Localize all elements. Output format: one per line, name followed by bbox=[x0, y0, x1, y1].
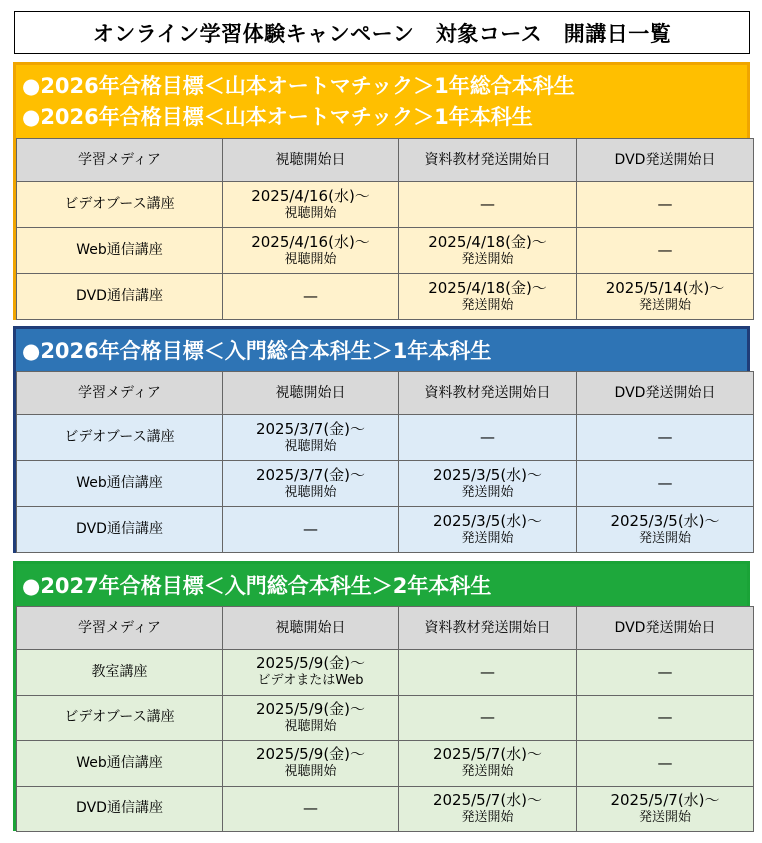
column-header-media: 学習メディア bbox=[17, 607, 223, 650]
dvd-cell: — bbox=[577, 695, 754, 741]
section-heading-line: ●2026年合格目標＜入門総合本科生＞1年本科生 bbox=[22, 339, 492, 363]
viewing-cell: 2025/5/9(金)～ ビデオまたはWeb bbox=[223, 650, 399, 696]
column-header-viewing: 視聴開始日 bbox=[223, 607, 399, 650]
viewing-cell: 2025/3/7(金)～ 視聴開始 bbox=[223, 461, 399, 507]
column-header-materials: 資料教材発送開始日 bbox=[399, 607, 577, 650]
column-header-media: 学習メディア bbox=[17, 372, 223, 415]
section-heading-line: ●2026年合格目標＜山本オートマチック＞1年本科生 bbox=[22, 104, 533, 129]
viewing-cell: — bbox=[223, 507, 399, 553]
column-header-media: 学習メディア bbox=[17, 139, 223, 182]
dvd-cell: 2025/5/7(水)～ 発送開始 bbox=[577, 786, 754, 832]
media-cell: DVD通信講座 bbox=[17, 786, 223, 832]
materials-cell: — bbox=[399, 182, 577, 228]
column-header-materials: 資料教材発送開始日 bbox=[399, 139, 577, 182]
schedule-table bbox=[16, 606, 754, 832]
viewing-cell: 2025/3/7(金)～ 視聴開始 bbox=[223, 415, 399, 461]
materials-cell: 2025/4/18(金)～ 発送開始 bbox=[399, 228, 577, 274]
column-header-viewing: 視聴開始日 bbox=[223, 372, 399, 415]
section-2026-yamamoto bbox=[13, 62, 750, 320]
dvd-cell: — bbox=[577, 182, 754, 228]
media-cell: ビデオブース講座 bbox=[17, 182, 223, 228]
page-title: オンライン学習体験キャンペーン 対象コース 開講日一覧 bbox=[14, 11, 750, 54]
media-cell: ビデオブース講座 bbox=[17, 415, 223, 461]
column-header-viewing: 視聴開始日 bbox=[223, 139, 399, 182]
schedule-table bbox=[16, 138, 754, 320]
table-row bbox=[17, 228, 754, 274]
section-header bbox=[16, 65, 747, 138]
column-header-dvd: DVD発送開始日 bbox=[577, 372, 754, 415]
viewing-cell: — bbox=[223, 274, 399, 320]
dvd-cell: — bbox=[577, 415, 754, 461]
section-header bbox=[16, 329, 747, 371]
materials-cell: 2025/3/5(水)～ 発送開始 bbox=[399, 507, 577, 553]
table-row bbox=[17, 507, 754, 553]
media-cell: Web通信講座 bbox=[17, 461, 223, 507]
media-cell: DVD通信講座 bbox=[17, 274, 223, 320]
materials-cell: 2025/5/7(水)～ 発送開始 bbox=[399, 741, 577, 787]
dvd-cell: — bbox=[577, 650, 754, 696]
column-header-dvd: DVD発送開始日 bbox=[577, 607, 754, 650]
materials-cell: — bbox=[399, 650, 577, 696]
table-row bbox=[17, 274, 754, 320]
media-cell: Web通信講座 bbox=[17, 741, 223, 787]
viewing-cell: — bbox=[223, 786, 399, 832]
table-row bbox=[17, 741, 754, 787]
dvd-cell: — bbox=[577, 461, 754, 507]
section-heading-line: ●2026年合格目標＜山本オートマチック＞1年総合本科生 bbox=[22, 73, 575, 98]
viewing-cell: 2025/4/16(水)～ 視聴開始 bbox=[223, 182, 399, 228]
materials-cell: — bbox=[399, 415, 577, 461]
dvd-cell: — bbox=[577, 741, 754, 787]
table-row bbox=[17, 461, 754, 507]
viewing-cell: 2025/4/16(水)～ 視聴開始 bbox=[223, 228, 399, 274]
section-2026-nyumon bbox=[13, 326, 750, 553]
table-row bbox=[17, 182, 754, 228]
section-2027-nyumon bbox=[13, 561, 750, 831]
table-row bbox=[17, 650, 754, 696]
dvd-cell: 2025/5/14(水)～ 発送開始 bbox=[577, 274, 754, 320]
column-header-materials: 資料教材発送開始日 bbox=[399, 372, 577, 415]
section-header bbox=[16, 564, 747, 606]
viewing-cell: 2025/5/9(金)～ 視聴開始 bbox=[223, 741, 399, 787]
materials-cell: 2025/5/7(水)～ 発送開始 bbox=[399, 786, 577, 832]
dvd-cell: — bbox=[577, 228, 754, 274]
section-heading-line: ●2027年合格目標＜入門総合本科生＞2年本科生 bbox=[22, 574, 492, 598]
table-row bbox=[17, 415, 754, 461]
media-cell: 教室講座 bbox=[17, 650, 223, 696]
materials-cell: 2025/3/5(水)～ 発送開始 bbox=[399, 461, 577, 507]
materials-cell: 2025/4/18(金)～ 発送開始 bbox=[399, 274, 577, 320]
media-cell: ビデオブース講座 bbox=[17, 695, 223, 741]
column-header-dvd: DVD発送開始日 bbox=[577, 139, 754, 182]
table-row bbox=[17, 786, 754, 832]
dvd-cell: 2025/3/5(水)～ 発送開始 bbox=[577, 507, 754, 553]
media-cell: DVD通信講座 bbox=[17, 507, 223, 553]
viewing-cell: 2025/5/9(金)～ 視聴開始 bbox=[223, 695, 399, 741]
schedule-table bbox=[16, 371, 754, 553]
table-row bbox=[17, 695, 754, 741]
materials-cell: — bbox=[399, 695, 577, 741]
media-cell: Web通信講座 bbox=[17, 228, 223, 274]
